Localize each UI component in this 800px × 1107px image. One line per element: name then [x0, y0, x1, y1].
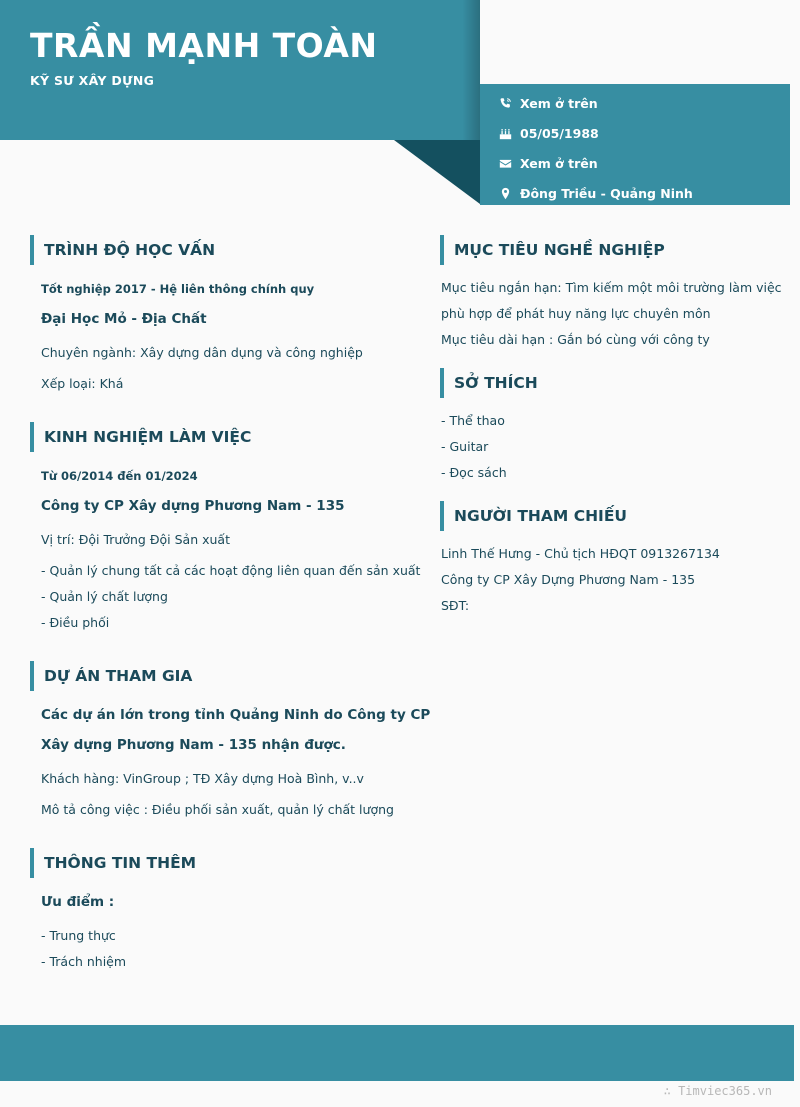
footer-bar — [0, 1025, 800, 1081]
project-name-line2: Xây dựng Phương Nam - 135 nhận được. — [41, 737, 346, 753]
contact-address-text: Đông Triều - Quảng Ninh — [520, 186, 693, 201]
project-name-line1: Các dự án lớn trong tỉnh Quảng Ninh do Công ty CP — [41, 707, 431, 723]
education-grade: Xếp loại: Khá — [41, 376, 124, 391]
header-banner — [0, 0, 480, 140]
birthday-cake-icon — [498, 127, 512, 141]
experience-heading: KINH NGHIỆM LÀM VIỆC — [30, 422, 251, 452]
additional-item: - Trách nhiệm — [41, 954, 127, 969]
education-period: Tốt nghiệp 2017 - Hệ liên thông chính quy — [41, 282, 315, 296]
objective-line: phù hợp để phát huy năng lực chuyên môn — [441, 306, 711, 321]
experience-period: Từ 06/2014 đến 01/2024 — [41, 469, 198, 483]
contact-box — [480, 84, 790, 205]
envelope-icon — [498, 157, 512, 171]
header-fold-decoration — [394, 140, 480, 204]
hobby-item: - Guitar — [441, 439, 489, 454]
education-major: Chuyên ngành: Xây dựng dân dụng và công nghiệp — [41, 345, 363, 360]
education-school: Đại Học Mỏ - Địa Chất — [41, 311, 207, 327]
reference-line: Công ty CP Xây Dựng Phương Nam - 135 — [441, 572, 696, 587]
experience-position: Vị trí: Đội Trưởng Đội Sản xuất — [41, 532, 230, 547]
reference-line: Linh Thế Hưng - Chủ tịch HĐQT 0913267134 — [441, 546, 720, 561]
education-heading: TRÌNH ĐỘ HỌC VẤN — [30, 235, 215, 265]
watermark: ∴ Timviec365.vn — [663, 1084, 772, 1098]
hobby-item: - Đọc sách — [441, 465, 507, 480]
additional-heading: THÔNG TIN THÊM — [30, 848, 196, 878]
experience-duty: - Quản lý chung tất cả các hoạt động liên quan đến sản xuất — [41, 563, 421, 578]
phone-icon — [498, 97, 512, 111]
project-description: Mô tả công việc : Điều phối sản xuất, quản lý chất lượng — [41, 802, 394, 817]
map-marker-icon — [498, 187, 512, 201]
project-client: Khách hàng: VinGroup ; TĐ Xây dựng Hoà Bình, v..v — [41, 771, 364, 786]
contact-phone-text: Xem ở trên — [520, 96, 598, 111]
contact-email — [498, 156, 598, 171]
candidate-title: KỸ SƯ XÂY DỰNG — [30, 73, 155, 88]
experience-company: Công ty CP Xây dựng Phương Nam - 135 — [41, 498, 345, 514]
objective-heading: MỤC TIÊU NGHỀ NGHIỆP — [440, 235, 665, 265]
objective-line: Mục tiêu ngắn hạn: Tìm kiếm một môi trường làm việc — [441, 280, 782, 295]
references-heading: NGƯỜI THAM CHIẾU — [440, 501, 627, 531]
contact-birthday — [498, 126, 599, 141]
contact-address — [498, 186, 693, 201]
hobby-item: - Thể thao — [441, 413, 505, 428]
objective-line: Mục tiêu dài hạn : Gắn bó cùng với công ty — [441, 332, 710, 347]
hobbies-heading: SỞ THÍCH — [440, 368, 538, 398]
experience-duty: - Điều phối — [41, 615, 110, 630]
additional-item: - Trung thực — [41, 928, 116, 943]
experience-duty: - Quản lý chất lượng — [41, 589, 168, 604]
projects-heading: DỰ ÁN THAM GIA — [30, 661, 192, 691]
candidate-name: TRẦN MẠNH TOÀN — [30, 26, 378, 65]
contact-phone — [498, 96, 598, 111]
contact-birthday-text: 05/05/1988 — [520, 126, 599, 141]
additional-subheading: Ưu điểm : — [41, 894, 115, 910]
reference-line: SĐT: — [441, 598, 470, 613]
contact-email-text: Xem ở trên — [520, 156, 598, 171]
